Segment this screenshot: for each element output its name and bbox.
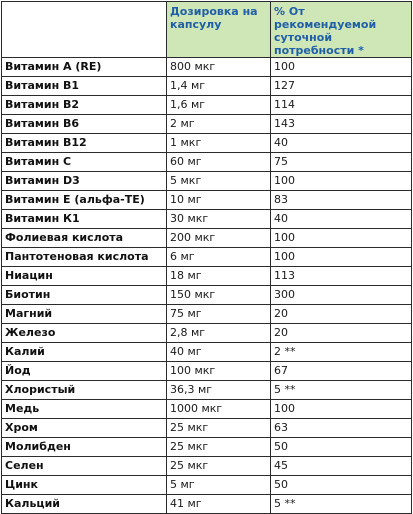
table-row bbox=[2, 248, 412, 267]
nutrient-name-cell: Цинк bbox=[2, 476, 167, 495]
table-row bbox=[2, 476, 412, 495]
nutrient-name-cell: Витамин А (RE) bbox=[2, 58, 167, 77]
dose-cell: 800 мкг bbox=[167, 58, 271, 77]
nutrient-name-cell: Железо bbox=[2, 324, 167, 343]
table-row bbox=[2, 96, 412, 115]
nutrient-name-cell: Пантотеновая кислота bbox=[2, 248, 167, 267]
table-row bbox=[2, 305, 412, 324]
table-row bbox=[2, 457, 412, 476]
dose-cell: 18 мг bbox=[167, 267, 271, 286]
percent-cell: 100 bbox=[271, 400, 412, 419]
dose-cell: 1000 мкг bbox=[167, 400, 271, 419]
dose-cell: 41 мг bbox=[167, 495, 271, 514]
nutrient-name-cell: Витамин В6 bbox=[2, 115, 167, 134]
nutrient-name-cell: Витамин В1 bbox=[2, 77, 167, 96]
percent-cell: 100 bbox=[271, 58, 412, 77]
percent-cell: 114 bbox=[271, 96, 412, 115]
percent-cell: 20 bbox=[271, 305, 412, 324]
table-row bbox=[2, 191, 412, 210]
dose-cell: 100 мкг bbox=[167, 362, 271, 381]
nutrient-name-cell: Селен bbox=[2, 457, 167, 476]
table-row bbox=[2, 267, 412, 286]
percent-cell: 2 ** bbox=[271, 343, 412, 362]
nutrient-name-cell: Медь bbox=[2, 400, 167, 419]
dose-cell: 200 мкг bbox=[167, 229, 271, 248]
percent-cell: 100 bbox=[271, 172, 412, 191]
nutrient-name-cell: Магний bbox=[2, 305, 167, 324]
percent-cell: 143 bbox=[271, 115, 412, 134]
percent-cell: 75 bbox=[271, 153, 412, 172]
dose-cell: 2 мг bbox=[167, 115, 271, 134]
nutrient-name-cell: Ниацин bbox=[2, 267, 167, 286]
header-cell-percent: % От рекомендуемой суточной потребности * bbox=[271, 2, 412, 58]
nutrient-name-cell: Витамин В2 bbox=[2, 96, 167, 115]
nutrient-name-cell: Хром bbox=[2, 419, 167, 438]
table-row bbox=[2, 229, 412, 248]
dose-cell: 75 мг bbox=[167, 305, 271, 324]
percent-cell: 40 bbox=[271, 134, 412, 153]
percent-cell: 83 bbox=[271, 191, 412, 210]
nutrient-name-cell: Витамин В12 bbox=[2, 134, 167, 153]
table-row bbox=[2, 134, 412, 153]
percent-cell: 100 bbox=[271, 248, 412, 267]
dose-cell: 6 мг bbox=[167, 248, 271, 267]
table-row bbox=[2, 58, 412, 77]
table-row bbox=[2, 381, 412, 400]
table-header-row bbox=[2, 2, 412, 58]
dose-cell: 150 мкг bbox=[167, 286, 271, 305]
dose-cell: 36,3 мг bbox=[167, 381, 271, 400]
table-row bbox=[2, 324, 412, 343]
table-row bbox=[2, 77, 412, 96]
table-row bbox=[2, 400, 412, 419]
percent-cell: 5 ** bbox=[271, 381, 412, 400]
nutrient-name-cell: Биотин bbox=[2, 286, 167, 305]
percent-cell: 50 bbox=[271, 438, 412, 457]
nutrient-table bbox=[1, 1, 412, 514]
percent-cell: 5 ** bbox=[271, 495, 412, 514]
table-row bbox=[2, 115, 412, 134]
nutrient-name-cell: Витамин D3 bbox=[2, 172, 167, 191]
nutrient-name-cell: Витамин К1 bbox=[2, 210, 167, 229]
nutrient-name-cell: Молибден bbox=[2, 438, 167, 457]
dose-cell: 40 мг bbox=[167, 343, 271, 362]
percent-cell: 63 bbox=[271, 419, 412, 438]
nutrient-name-cell: Калий bbox=[2, 343, 167, 362]
percent-cell: 300 bbox=[271, 286, 412, 305]
nutrient-name-cell: Кальций bbox=[2, 495, 167, 514]
percent-cell: 113 bbox=[271, 267, 412, 286]
table-row bbox=[2, 362, 412, 381]
percent-cell: 67 bbox=[271, 362, 412, 381]
header-cell-nutrient bbox=[2, 2, 167, 58]
table-row bbox=[2, 419, 412, 438]
percent-cell: 127 bbox=[271, 77, 412, 96]
dose-cell: 5 мкг bbox=[167, 172, 271, 191]
nutrient-name-cell: Йод bbox=[2, 362, 167, 381]
dose-cell: 10 мг bbox=[167, 191, 271, 210]
nutrient-name-cell: Фолиевая кислота bbox=[2, 229, 167, 248]
dose-cell: 60 мг bbox=[167, 153, 271, 172]
nutrient-name-cell: Витамин С bbox=[2, 153, 167, 172]
table-row bbox=[2, 286, 412, 305]
dose-cell: 5 мг bbox=[167, 476, 271, 495]
header-cell-dose: Дозировка на капсулу bbox=[167, 2, 271, 58]
dose-cell: 2,8 мг bbox=[167, 324, 271, 343]
percent-cell: 40 bbox=[271, 210, 412, 229]
table-row bbox=[2, 153, 412, 172]
dose-cell: 25 мкг bbox=[167, 438, 271, 457]
dose-cell: 25 мкг bbox=[167, 419, 271, 438]
dose-cell: 1,6 мг bbox=[167, 96, 271, 115]
percent-cell: 50 bbox=[271, 476, 412, 495]
dose-cell: 25 мкг bbox=[167, 457, 271, 476]
dose-cell: 30 мкг bbox=[167, 210, 271, 229]
percent-cell: 100 bbox=[271, 229, 412, 248]
nutrient-name-cell: Витамин Е (альфа-ТЕ) bbox=[2, 191, 167, 210]
percent-cell: 45 bbox=[271, 457, 412, 476]
table-row bbox=[2, 210, 412, 229]
percent-cell: 20 bbox=[271, 324, 412, 343]
nutrient-name-cell: Хлористый bbox=[2, 381, 167, 400]
table-row bbox=[2, 343, 412, 362]
dose-cell: 1,4 мг bbox=[167, 77, 271, 96]
table-body bbox=[2, 58, 412, 514]
dose-cell: 1 мкг bbox=[167, 134, 271, 153]
table-row bbox=[2, 172, 412, 191]
table-row bbox=[2, 495, 412, 514]
table-row bbox=[2, 438, 412, 457]
